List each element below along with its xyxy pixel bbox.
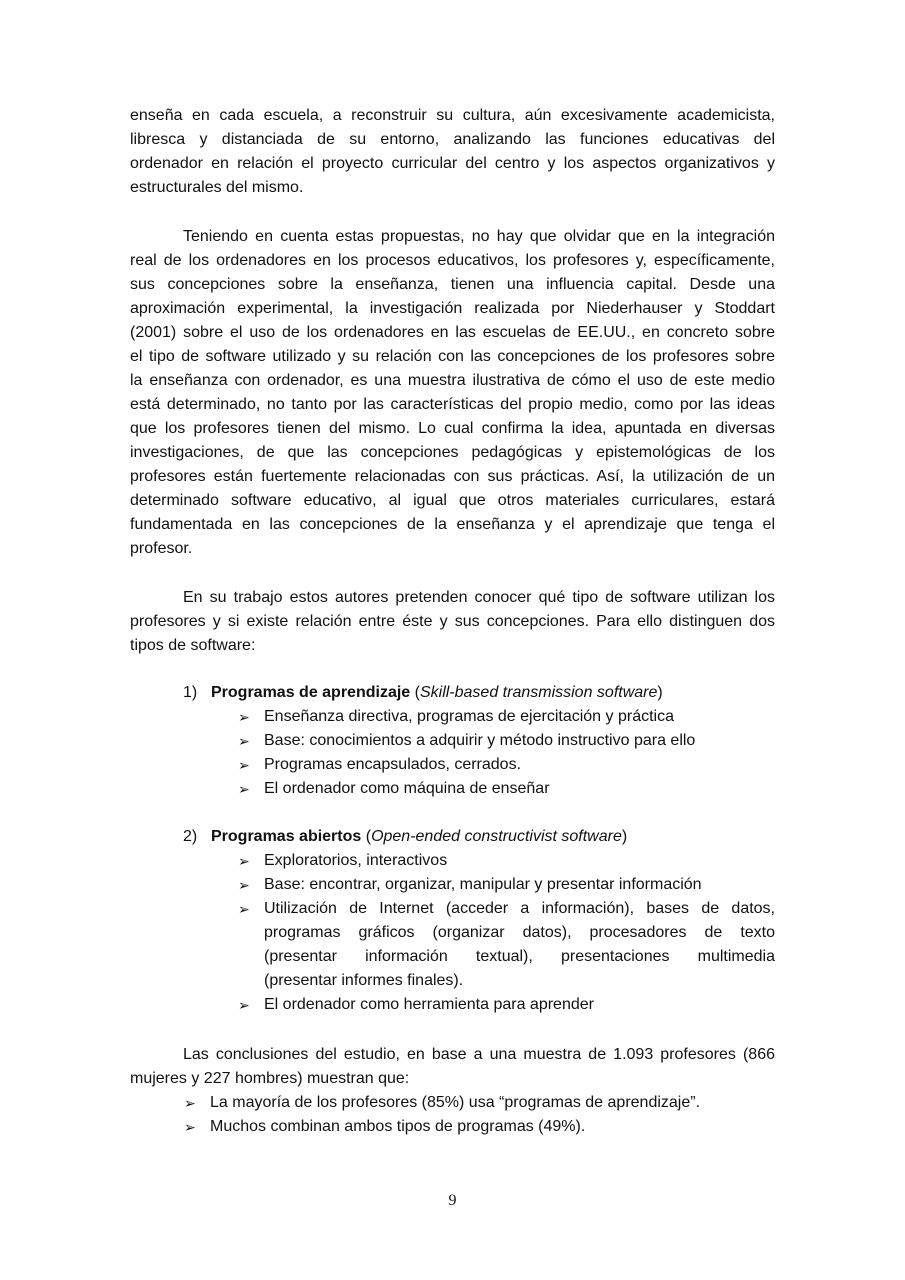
paren-close: ) <box>621 828 628 845</box>
list-item-line: (presentar informes finales). <box>264 972 464 989</box>
list-number: 2) <box>183 828 198 845</box>
arrow-bullet-icon: ➢ <box>238 877 250 893</box>
list-title: Programas abiertos <box>211 828 362 845</box>
paragraph-line: ordenador en relación el proyecto curricular del centro y los aspectos organizativos y <box>130 155 775 172</box>
paragraph-line: mujeres y 227 hombres) muestran que: <box>130 1070 410 1087</box>
list-item <box>264 777 775 801</box>
paragraph-line: el tipo de software utilizado y su relación con las concepciones de los profesores sobre <box>130 348 775 365</box>
list-item-line: programas gráficos (organizar datos), procesadores de texto <box>264 924 775 941</box>
list-item <box>264 729 775 753</box>
conclusion-item: Muchos combinan ambos tipos de programas (49%). <box>210 1118 586 1135</box>
list-item <box>264 705 775 729</box>
arrow-bullet-icon: ➢ <box>184 1095 196 1111</box>
paragraph-line: que los profesores tienen del mismo. Lo cual confirma la idea, apuntada en diversas <box>130 420 775 437</box>
list-item-line: Exploratorios, interactivos <box>264 852 448 869</box>
arrow-bullet-icon: ➢ <box>238 853 250 869</box>
list-item <box>264 753 775 777</box>
list-subtitle: Skill-based transmission software <box>419 684 658 701</box>
paren-open: ( <box>361 828 372 845</box>
list-item-line: Base: conocimientos a adquirir y método instructivo para ello <box>264 732 696 749</box>
paragraph <box>130 104 775 200</box>
paragraph-line: la enseñanza con ordenador, es una muestra ilustrativa de cómo el uso de este medio <box>130 372 775 389</box>
conclusion-item: La mayoría de los profesores (85%) usa “programas de aprendizaje”. <box>210 1094 701 1111</box>
paren-close: ) <box>657 684 663 701</box>
paragraph-line: determinado software educativo, al igual que otros materiales curriculares, estará <box>130 492 775 509</box>
paragraph-line: está determinado, no tanto por las características del propio medio, como por las ideas <box>130 396 775 413</box>
list-item-line: (presentar información textual), presentaciones multimedia <box>264 948 775 965</box>
arrow-bullet-icon: ➢ <box>238 757 250 773</box>
list-heading <box>183 681 663 705</box>
page-number: 9 <box>448 1192 457 1209</box>
paragraph <box>130 225 775 561</box>
list-item-line: El ordenador como herramienta para aprender <box>264 996 594 1013</box>
list-item <box>264 993 775 1017</box>
arrow-bullet-icon: ➢ <box>238 901 250 917</box>
paragraph-line: profesores están fuertemente relacionadas con sus prácticas. Así, la utilización de un <box>130 468 775 485</box>
list-title: Programas de aprendizaje <box>211 684 411 701</box>
paragraph-line: estructurales del mismo. <box>130 179 304 196</box>
paragraph-line: profesor. <box>130 540 193 557</box>
arrow-bullet-icon: ➢ <box>238 733 250 749</box>
paren-open: ( <box>410 684 420 701</box>
paragraph-line: profesores y si existe relación entre éste y sus concepciones. Para ello distinguen dos <box>130 613 775 630</box>
list-item-line: Programas encapsulados, cerrados. <box>264 756 522 773</box>
arrow-bullet-icon: ➢ <box>238 781 250 797</box>
paragraph-line: libresca y distanciada de su entorno, analizando las funciones educativas del <box>130 131 775 148</box>
paragraph-line: Teniendo en cuenta estas propuestas, no hay que olvidar que en la integración <box>183 228 775 245</box>
list-subtitle: Open-ended constructivist software <box>371 828 622 845</box>
paragraph <box>130 586 775 658</box>
paragraph <box>130 1043 775 1091</box>
list-item-line: Base: encontrar, organizar, manipular y presentar información <box>264 876 702 893</box>
paragraph-line: real de los ordenadores en los procesos educativos, los profesores y, específicamente, <box>130 252 775 269</box>
arrow-bullet-icon: ➢ <box>238 997 250 1013</box>
paragraph-line: investigaciones, de que las concepciones pedagógicas y epistemológicas de los <box>130 444 775 461</box>
list-item <box>264 873 775 897</box>
paragraph-line: sus concepciones sobre la enseñanza, tienen una influencia capital. Desde una <box>130 276 775 293</box>
paragraph-line: (2001) sobre el uso de los ordenadores en las escuelas de EE.UU., en concreto sobre <box>130 324 775 341</box>
paragraph-line: En su trabajo estos autores pretenden conocer qué tipo de software utilizan los <box>183 589 775 606</box>
arrow-bullet-icon: ➢ <box>184 1119 196 1135</box>
list-item-line: Enseñanza directiva, programas de ejercitación y práctica <box>264 708 674 725</box>
list-item-line: Utilización de Internet (acceder a información), bases de datos, <box>264 900 775 917</box>
paragraph-line: Las conclusiones del estudio, en base a una muestra de 1.093 profesores (866 <box>183 1046 775 1063</box>
list-item <box>264 849 775 873</box>
list-item <box>264 897 775 993</box>
paragraph-line: fundamentada en las concepciones de la enseñanza y el aprendizaje que tenga el <box>130 516 775 533</box>
paragraph-line: enseña en cada escuela, a reconstruir su cultura, aún excesivamente academicista, <box>130 107 775 124</box>
paragraph-line: aproximación experimental, la investigación realizada por Niederhauser y Stoddart <box>130 300 775 317</box>
list-number: 1) <box>183 684 198 701</box>
list-item-line: El ordenador como máquina de enseñar <box>264 780 550 797</box>
paragraph-line: tipos de software: <box>130 637 256 654</box>
arrow-bullet-icon: ➢ <box>238 709 250 725</box>
list-heading <box>183 825 627 849</box>
